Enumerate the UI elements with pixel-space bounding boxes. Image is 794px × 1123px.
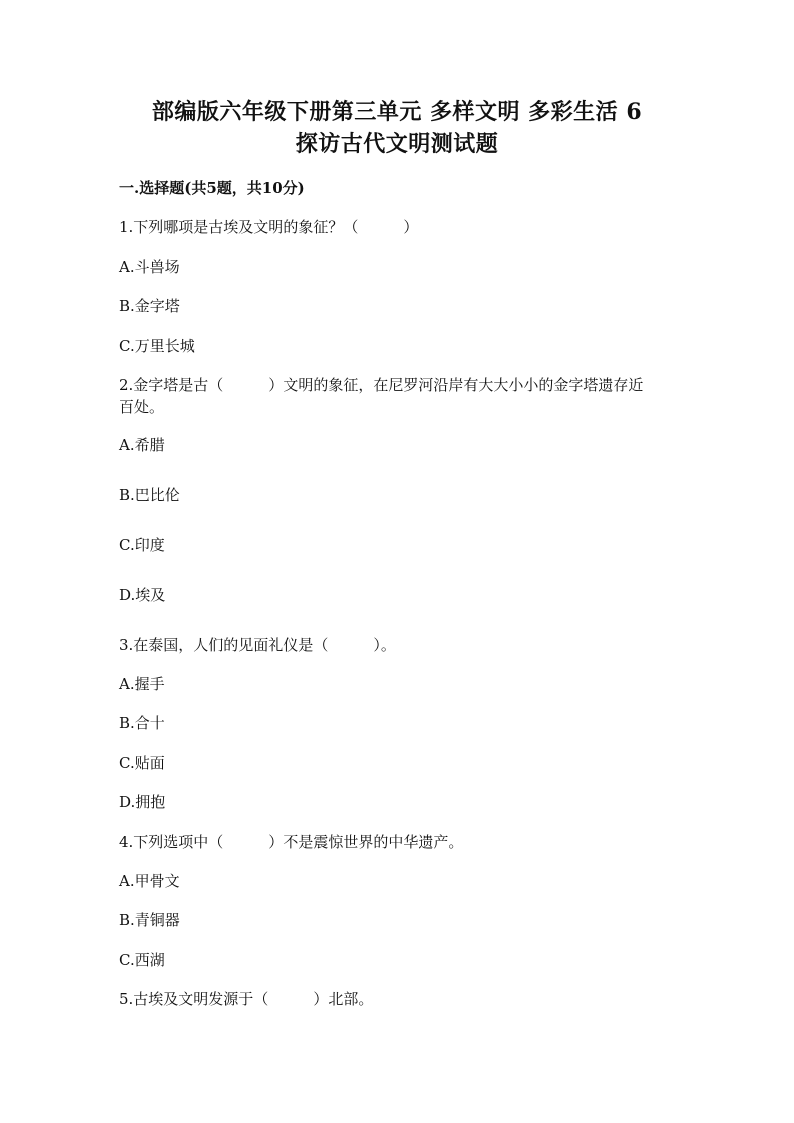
question-3-option-d: D.拥抱 <box>119 793 166 811</box>
question-1-option-b: B.金字塔 <box>119 297 180 315</box>
question-2-option-c: C.印度 <box>119 536 165 554</box>
question-4-stem: 4.下列选项中（ ）不是震惊世界的中华遗产。 <box>119 833 464 851</box>
question-1-stem: 1.下列哪项是古埃及文明的象征？（ ） <box>119 218 419 236</box>
page-title-line1: 部编版六年级下册第三单元 多样文明 多彩生活 6 <box>151 99 643 125</box>
question-1-option-a: A.斗兽场 <box>119 258 180 276</box>
question-3-option-a: A.握手 <box>119 675 165 693</box>
question-2-stem-line1: 2.金字塔是古（ ）文明的象征，在尼罗河沿岸有大大小小的金字塔遗存近 <box>119 376 644 394</box>
question-3-option-b: B.合十 <box>119 714 165 732</box>
section-heading: 一.选择题(共5题，共10分) <box>119 179 305 197</box>
question-2-option-d: D.埃及 <box>119 586 166 604</box>
question-2-option-a: A.希腊 <box>119 436 165 454</box>
question-3-option-c: C.贴面 <box>119 754 165 772</box>
question-4-option-c: C.西湖 <box>119 951 165 969</box>
page-title-line2: 探访古代文明测试题 <box>295 131 499 157</box>
question-2-option-b: B.巴比伦 <box>119 486 180 504</box>
question-1-option-c: C.万里长城 <box>119 337 195 355</box>
question-4-option-a: A.甲骨文 <box>119 872 180 890</box>
question-3-stem: 3.在泰国，人们的见面礼仪是（ ）。 <box>119 636 396 654</box>
question-5-stem: 5.古埃及文明发源于（ ）北部。 <box>119 990 374 1008</box>
question-2-stem-line2: 百处。 <box>119 398 165 416</box>
question-4-option-b: B.青铜器 <box>119 911 180 929</box>
